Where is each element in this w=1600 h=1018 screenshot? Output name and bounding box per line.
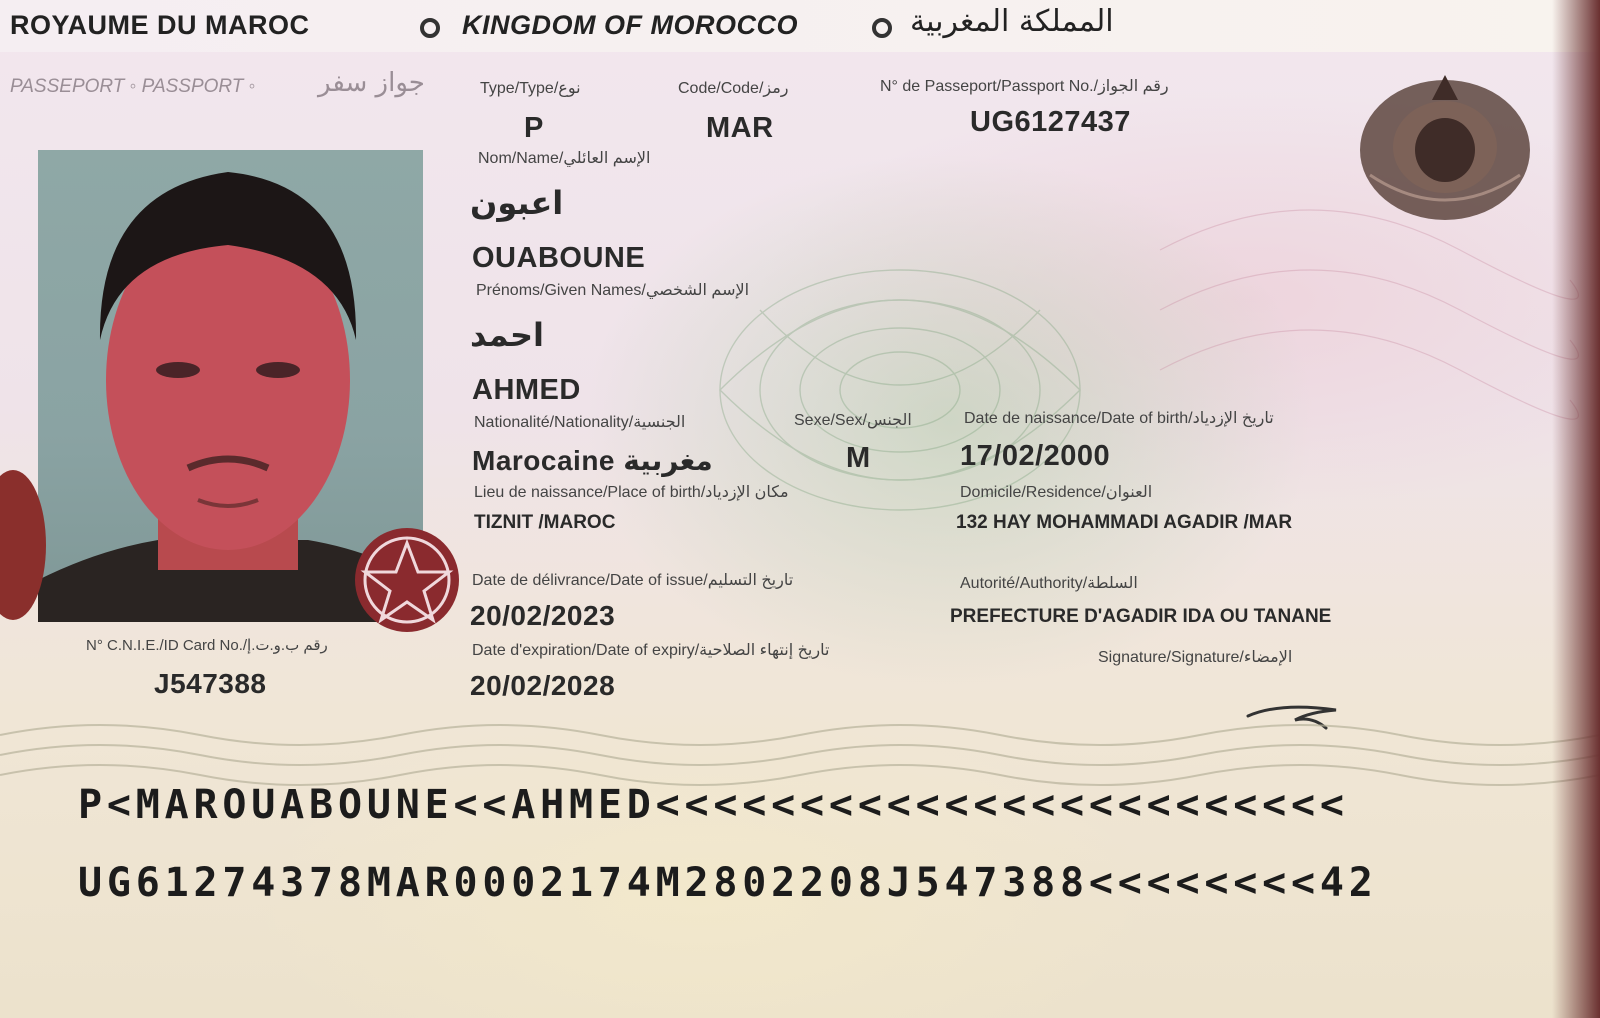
id-card-label: N° C.N.I.E./ID Card No./رقم ب.و.ت.إ <box>86 637 328 654</box>
expiry-date-label: Date d'expiration/Date of expiry/تاريخ إنتهاء الصلاحية <box>472 642 830 659</box>
passport-number-label: N° de Passeport/Passport No./رقم الجواز <box>880 78 1169 95</box>
signature-label: Signature/Signature/الإمضاء <box>1098 649 1293 666</box>
passport-label: PASSEPORT ◦ PASSPORT ◦ <box>10 76 256 97</box>
id-card-value: J547388 <box>154 668 267 699</box>
authority-value: PREFECTURE D'AGADIR IDA OU TANANE <box>950 606 1332 627</box>
sex-label: Sexe/Sex/الجنس <box>794 412 912 429</box>
surname-value: OUABOUNE <box>472 242 646 274</box>
nationality-label: Nationalité/Nationality/الجنسية <box>474 414 686 431</box>
surname-ar-value: اعبون <box>470 184 564 222</box>
place-of-birth-value: TIZNIT /MAROC <box>474 512 616 533</box>
rosette-icon <box>420 18 440 38</box>
rosette-icon <box>872 18 892 38</box>
type-label: Type/Type/نوع <box>480 80 581 97</box>
residence-value: 132 HAY MOHAMMADI AGADIR /MAR <box>956 512 1293 533</box>
sex-value: M <box>846 442 871 474</box>
header-country-ar: المملكة المغربية <box>910 4 1114 39</box>
issue-date-value: 20/02/2023 <box>470 600 616 631</box>
passport-label-ar: جواز سفر <box>318 68 425 98</box>
issue-date-label: Date de délivrance/Date of issue/تاريخ التسليم <box>472 572 794 589</box>
mrz-line-1: P<MAROUABOUNE<<AHMED<<<<<<<<<<<<<<<<<<<<<<<< <box>78 782 1349 828</box>
given-names-ar-value: احمد <box>470 316 544 354</box>
dob-label: Date de naissance/Date of birth/تاريخ الإزدياد <box>964 410 1274 427</box>
expiry-date-value: 20/02/2028 <box>470 670 616 701</box>
authority-label: Autorité/Authority/السلطة <box>960 575 1138 592</box>
header-country-fr: ROYAUME DU MAROC <box>10 10 310 40</box>
residence-label: Domicile/Residence/العنوان <box>960 484 1153 501</box>
nationality-value: Marocaine مغربية <box>472 445 713 476</box>
dob-value: 17/02/2000 <box>960 440 1111 472</box>
given-names-value: AHMED <box>472 374 581 406</box>
place-of-birth-label: Lieu de naissance/Place of birth/مكان الإزدياد <box>474 484 789 501</box>
passport-number-value: UG6127437 <box>970 106 1131 138</box>
header-country-en: KINGDOM OF MOROCCO <box>462 10 798 40</box>
surname-label: Nom/Name/الإسم العائلي <box>478 150 651 167</box>
page-edge <box>1552 0 1600 1018</box>
coat-of-arms-icon <box>1340 55 1550 235</box>
type-value: P <box>524 112 544 144</box>
seal-star-icon <box>352 525 462 635</box>
mrz-line-2: UG61274378MAR0002174M2802208J547388<<<<<<<<42 <box>78 860 1378 906</box>
code-value: MAR <box>706 112 774 144</box>
code-label: Code/Code/رمز <box>678 80 789 97</box>
given-names-label: Prénoms/Given Names/الإسم الشخصي <box>476 282 750 299</box>
